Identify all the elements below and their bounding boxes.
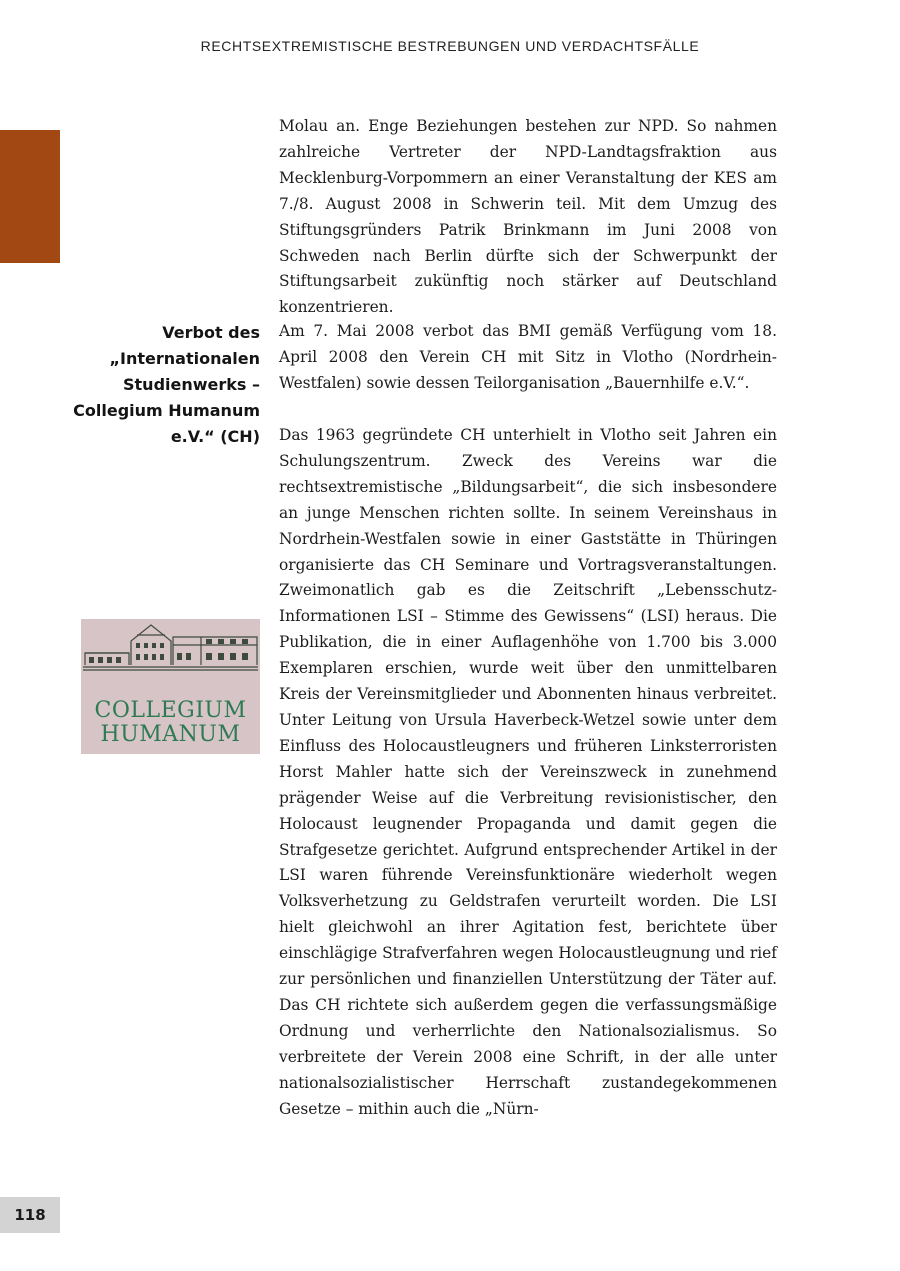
- body-paragraph-3: [279, 423, 777, 1122]
- paragraph-text: Das 1963 gegründete CH unterhielt in Vlotho seit Jahren ein Schulungszentrum. Zweck des Vereins war die rechtsextremistische „Bildungsarbeit“, die sich insbesondere an junge Menschen richten sollte. In seinem Vereinshaus in Nordrhein-Westfalen sowie in einer Gaststätte in Thüringen organisierte das CH Seminare und Vortragsveranstaltungen. Zweimonatlich gab es die Zeitschrift „Lebensschutz-Informationen LSI – Stimme des Gewissens“ (LSI) heraus. Die Publikation, die in einer Auflagenhöhe von 1.700 bis 3.000 Exemplaren erschien, wurde weit über den unmittelbaren Kreis der Vereinsmitglieder und Abonnenten hinaus verbreitet. Unter Leitung von Ursula Haverbeck-Wetzel sowie unter dem Einfluss des Holocaustleugners und früheren Linksterroristen Horst Mahler hatte sich der Vereinszweck in zunehmend prägender Weise auf die Verbreitung revisionistischer, den Holocaust leugnender Propaganda und damit gegen die Strafgesetze gerichtet. Aufgrund entsprechender Artikel in der LSI waren führende Vereinsfunktionäre wiederholt wegen Volksverhetzung zu Geldstrafen verurteilt worden. Die LSI hielt gleichwohl an ihrer Agitation fest, berichtete über einschlägige Strafverfahren wegen Holocaustleugnung und rief zur persönlichen und finanziellen Unterstützung der Täter auf. Das CH richtete sich außerdem gegen die verfassungsmäßige Ordnung und verherrlichte den Nationalsozialismus. So verbreitete der Verein 2008 eine Schrift, in der alle unter nationalsozialistischer Herrschaft zustandegekommenen Gesetze – mithin auch die „Nürn-: [279, 426, 777, 1118]
- building-sketch-icon: [81, 619, 260, 679]
- paragraph-text: Am 7. Mai 2008 verbot das BMI gemäß Verfügung vom 18. April 2008 den Verein CH mit Sitz in Vlotho (Nordrhein-Westfalen) sowie dessen Teilorganisation „Bauernhilfe e.V.“.: [279, 322, 777, 392]
- margin-section-heading: Verbot des „Internationalen Studienwerks – Collegium Humanum e.V.“ (CH): [73, 323, 260, 446]
- page-number: 118: [0, 1197, 60, 1233]
- body-paragraph-1: [279, 114, 777, 321]
- logo-text-line-1: COLLEGIUM: [94, 698, 247, 723]
- logo-text-line-2: HUMANUM: [100, 722, 241, 747]
- running-header: RECHTSEXTREMISTISCHE BESTREBUNGEN UND VERDACHTSFÄLLE: [200, 38, 700, 54]
- body-paragraph-2: [279, 319, 777, 397]
- paragraph-text: Molau an. Enge Beziehungen bestehen zur NPD. So nahmen zahlreiche Vertreter der NPD-Landtagsfraktion aus Mecklenburg-Vorpommern an einer Veranstaltung der KES am 7./8. August 2008 in Schwerin teil. Mit dem Umzug des Stiftungsgründers Patrik Brinkmann im Juni 2008 von Schweden nach Berlin dürfte sich der Schwerpunkt der Stiftungsarbeit zukünftig noch stärker auf Deutschland konzentrieren.: [279, 117, 777, 317]
- chapter-color-tab: [0, 130, 60, 263]
- collegium-humanum-logo: [81, 619, 260, 754]
